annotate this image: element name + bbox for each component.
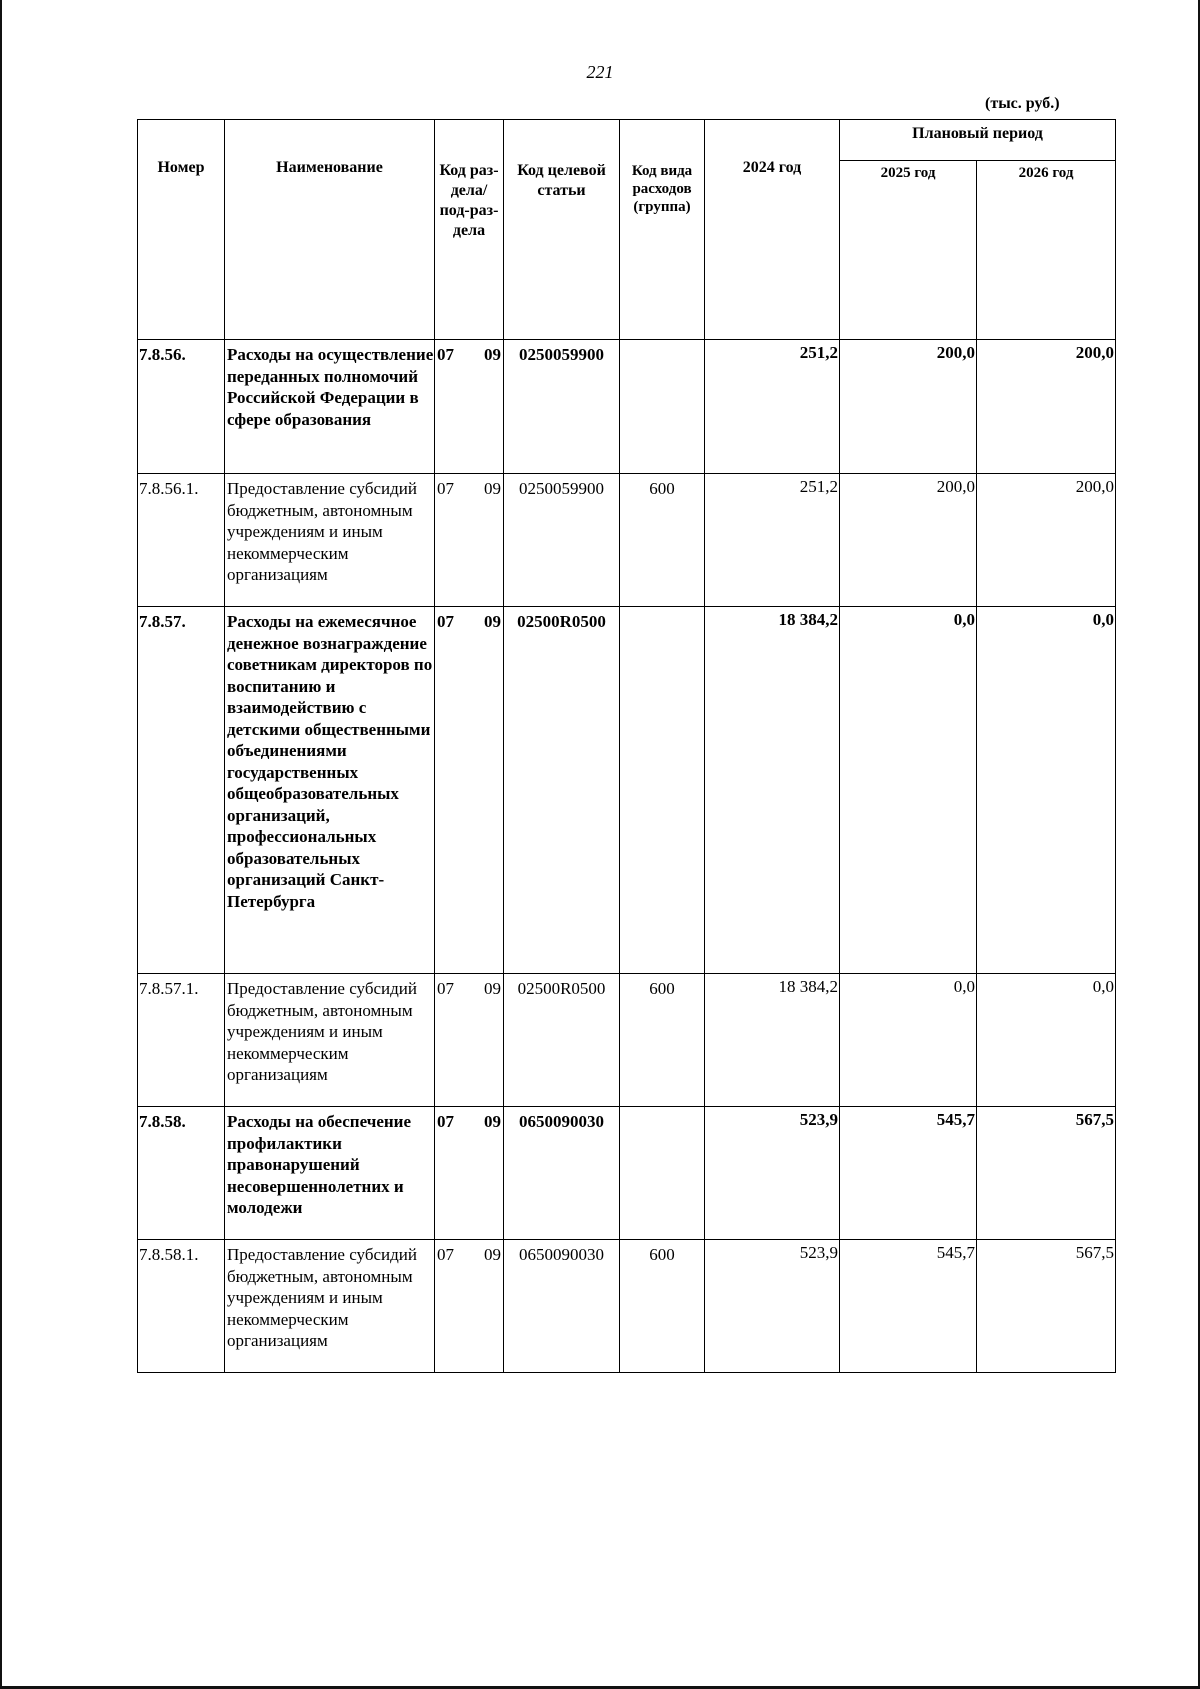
row-amount-2024: 18 384,2: [705, 607, 840, 974]
row-target-code: 0650090030: [504, 1240, 620, 1373]
row-amount-2024: 251,2: [705, 474, 840, 607]
subsection-code: 09: [484, 1245, 501, 1264]
header-type-code: Код вида расходов (группа): [620, 120, 705, 340]
row-section-code: [435, 340, 504, 474]
units-label: (тыс. руб.): [985, 95, 1060, 112]
row-number: 7.8.58.1.: [138, 1240, 225, 1373]
row-amount-2026: 0,0: [977, 974, 1116, 1107]
row-amount-2025: 545,7: [840, 1240, 977, 1373]
row-type-code: 600: [620, 1240, 705, 1373]
header-section-code: Код раз-дела/ под-раз-дела: [435, 120, 504, 340]
section-code-pair: [435, 478, 503, 500]
section-code-pair: [435, 978, 503, 1000]
table-row: [138, 474, 1116, 607]
row-type-code: [620, 1107, 705, 1240]
header-target-code: Код целевой статьи: [504, 120, 620, 340]
row-target-code: 0250059900: [504, 474, 620, 607]
row-target-code: 02500R0500: [504, 974, 620, 1107]
section-code: 07: [437, 1245, 454, 1264]
row-amount-2026: 567,5: [977, 1240, 1116, 1373]
section-code: 07: [437, 979, 454, 998]
row-number: 7.8.56.1.: [138, 474, 225, 607]
row-name: Расходы на обеспечение профилактики правонарушений несовершеннолетних и молодежи: [225, 1107, 435, 1240]
section-code: 07: [437, 612, 454, 631]
row-amount-2024: 523,9: [705, 1107, 840, 1240]
table-body: [138, 340, 1116, 1373]
row-name: Расходы на осуществление переданных полномочий Российской Федерации в сфере образования: [225, 340, 435, 474]
row-amount-2025: 545,7: [840, 1107, 977, 1240]
subsection-code: 09: [484, 345, 501, 364]
row-name: Предоставление субсидий бюджетным, автономным учреждениям и иным некоммерческим организациям: [225, 1240, 435, 1373]
header-name: Наименование: [225, 120, 435, 340]
row-target-code: 0250059900: [504, 340, 620, 474]
row-amount-2025: 200,0: [840, 474, 977, 607]
subsection-code: 09: [484, 479, 501, 498]
row-number: 7.8.57.1.: [138, 974, 225, 1107]
table-row: [138, 607, 1116, 974]
header-number: Номер: [138, 120, 225, 340]
row-section-code: [435, 607, 504, 974]
section-code-pair: [435, 1111, 503, 1133]
scan-border-left: [0, 0, 2, 1689]
row-type-code: [620, 607, 705, 974]
subsection-code: 09: [484, 612, 501, 631]
row-name: Предоставление субсидий бюджетным, автономным учреждениям и иным некоммерческим организациям: [225, 974, 435, 1107]
header-year-2024: 2024 год: [705, 120, 840, 340]
row-amount-2024: 18 384,2: [705, 974, 840, 1107]
table-row: [138, 1240, 1116, 1373]
subsection-code: 09: [484, 1112, 501, 1131]
section-code-pair: [435, 344, 503, 366]
row-type-code: 600: [620, 474, 705, 607]
row-amount-2026: 200,0: [977, 340, 1116, 474]
row-type-code: [620, 340, 705, 474]
header-planned-period: Плановый период: [840, 120, 1116, 161]
row-number: 7.8.57.: [138, 607, 225, 974]
budget-table: [137, 119, 1116, 1373]
row-type-code: 600: [620, 974, 705, 1107]
row-amount-2024: 523,9: [705, 1240, 840, 1373]
row-target-code: 0650090030: [504, 1107, 620, 1240]
table-row: [138, 1107, 1116, 1240]
section-code-pair: [435, 1244, 503, 1266]
row-amount-2025: 0,0: [840, 974, 977, 1107]
row-name: Расходы на ежемесячное денежное вознаграждение советникам директоров по воспитанию и взаимодействию с детскими общественными объединениями государственных общеобразовательных организаций, профессиональных образовательных организаций Санкт-Петербурга: [225, 607, 435, 974]
row-section-code: [435, 1107, 504, 1240]
table-row: [138, 340, 1116, 474]
row-amount-2024: 251,2: [705, 340, 840, 474]
page-number: 221: [586, 62, 614, 82]
subsection-code: 09: [484, 979, 501, 998]
row-number: 7.8.56.: [138, 340, 225, 474]
row-section-code: [435, 1240, 504, 1373]
row-number: 7.8.58.: [138, 1107, 225, 1240]
section-code: 07: [437, 345, 454, 364]
row-amount-2026: 200,0: [977, 474, 1116, 607]
section-code: 07: [437, 1112, 454, 1131]
row-section-code: [435, 974, 504, 1107]
section-code: 07: [437, 479, 454, 498]
header-year-2025: 2025 год: [840, 161, 977, 340]
row-amount-2026: 0,0: [977, 607, 1116, 974]
table-header-row: [138, 120, 1116, 161]
table-row: [138, 974, 1116, 1107]
row-amount-2025: 200,0: [840, 340, 977, 474]
row-amount-2025: 0,0: [840, 607, 977, 974]
section-code-pair: [435, 611, 503, 633]
row-target-code: 02500R0500: [504, 607, 620, 974]
row-amount-2026: 567,5: [977, 1107, 1116, 1240]
header-year-2026: 2026 год: [977, 161, 1116, 340]
row-name: Предоставление субсидий бюджетным, автономным учреждениям и иным некоммерческим организациям: [225, 474, 435, 607]
row-section-code: [435, 474, 504, 607]
